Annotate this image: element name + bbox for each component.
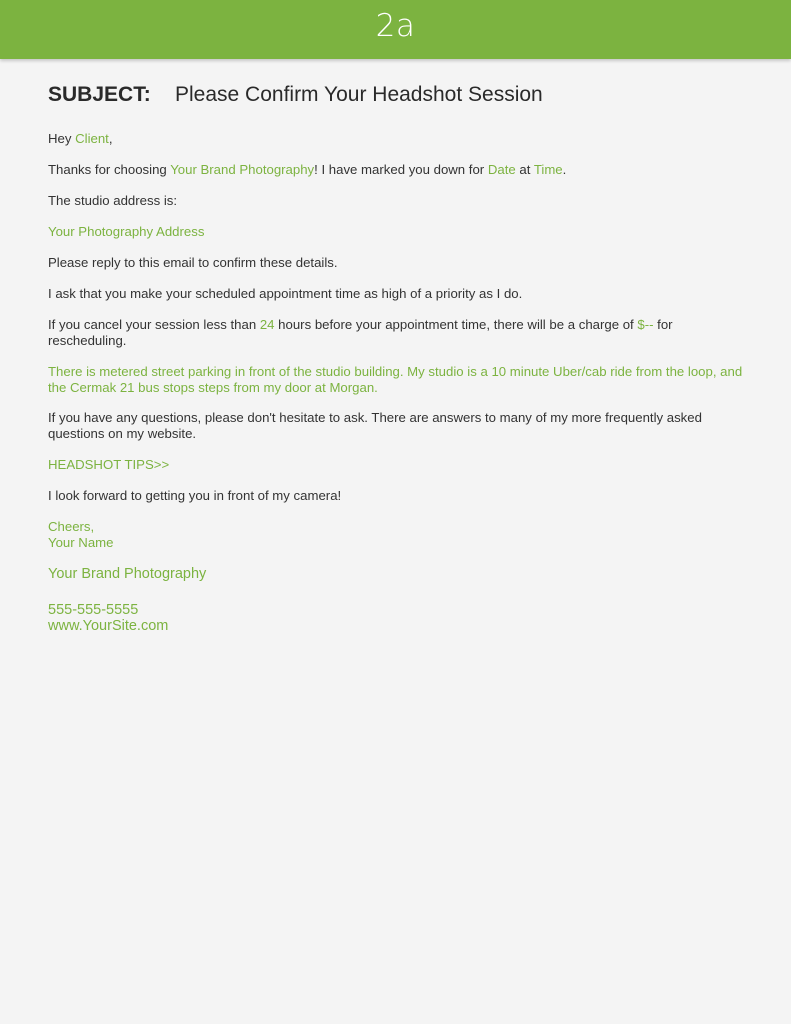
signer-name: Your Name — [48, 535, 114, 550]
fee-placeholder: $-- — [637, 317, 654, 332]
thanks-paragraph — [48, 162, 748, 178]
address-placeholder: Your Photography Address — [48, 224, 205, 239]
subject-line — [48, 83, 543, 107]
signature-phone[interactable]: 555-555-5555 — [48, 602, 139, 618]
signoff: Cheers, — [48, 519, 95, 534]
priority-paragraph: I ask that you make your scheduled appointment time as high of a priority as I do. — [48, 286, 523, 301]
hours-placeholder: 24 — [259, 317, 275, 332]
cancel-prefix: If you cancel your session less than — [48, 317, 260, 332]
page-number: 2a — [375, 8, 416, 44]
brand-placeholder: Your Brand Photography — [170, 162, 315, 177]
thanks-prefix: Thanks for choosing — [48, 162, 171, 177]
greeting-prefix: Hey — [48, 131, 76, 146]
cancel-end: for rescheduling. — [48, 317, 673, 348]
time-placeholder: Time — [533, 162, 563, 177]
thanks-middle: ! I have marked you down for — [314, 162, 488, 177]
thanks-end: . — [562, 162, 567, 177]
parking-paragraph: There is metered street parking in front of the studio building. My studio is a 10 minute Uber/cab ride from the loop, and the Cermak 21 bus stops steps from my door at Morgan. — [48, 364, 743, 395]
headshot-tips-link[interactable]: HEADSHOT TIPS>> — [48, 457, 170, 472]
signature-website[interactable]: www.YourSite.com — [48, 618, 169, 634]
closing-line: I look forward to getting you in front of my camera! — [48, 488, 342, 503]
signature-brand: Your Brand Photography — [48, 566, 207, 582]
date-placeholder: Date — [487, 162, 516, 177]
thanks-at: at — [515, 162, 534, 177]
subject-label: SUBJECT: — [48, 83, 151, 106]
header-bar — [0, 0, 791, 59]
cancel-paragraph — [48, 317, 748, 349]
questions-paragraph: If you have any questions, please don't hesitate to ask. There are answers to many of my more frequently asked questions on my website. — [48, 410, 702, 441]
greeting-suffix: , — [108, 131, 113, 146]
cancel-middle: hours before your appointment time, there will be a charge of — [274, 317, 638, 332]
address-intro: The studio address is: — [48, 193, 178, 208]
client-name-placeholder: Client — [75, 131, 109, 146]
reply-request: Please reply to this email to confirm these details. — [48, 255, 338, 270]
subject-text: Please Confirm Your Headshot Session — [175, 83, 543, 106]
greeting — [48, 131, 748, 147]
